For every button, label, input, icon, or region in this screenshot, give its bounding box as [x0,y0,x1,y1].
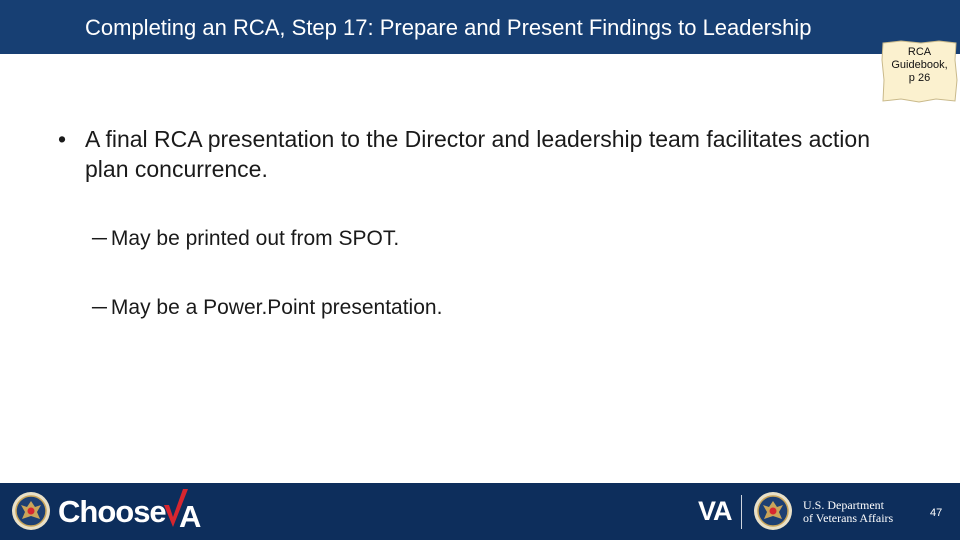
department-name [803,499,893,525]
choose-va-logo-text: Choose [58,494,166,529]
department-line-2: of Veterans Affairs [803,511,894,525]
note-line-2: Guidebook, [891,59,948,71]
main-bullet-text: A final RCA presentation to the Director and leadership team facilitates action plan concurrence. [85,126,870,182]
va-mark: VA [698,496,732,526]
page-number: 47 [930,507,943,519]
footer-divider [741,495,742,529]
va-seal-icon [753,491,793,531]
slide-title: Completing an RCA, Step 17: Prepare and Present Findings to Leadership [85,15,812,40]
sub-bullet-marker: ─ [92,296,107,319]
note-line-1: RCA [907,46,932,58]
footer-bar [0,483,960,540]
sub-bullet-powerpoint [92,295,442,321]
note-line-3: p 26 [908,72,931,84]
sub-bullet-text: May be printed out from SPOT. [110,227,400,250]
main-bullet [58,124,888,184]
department-line-1: U.S. Department [803,498,884,512]
choose-va-logo-a: A [179,499,202,534]
guidebook-reference-note [881,40,958,103]
title-bar [0,0,960,54]
va-seal-icon [11,491,51,531]
sub-bullet-spot [92,226,399,252]
choose-va-check-icon [162,487,202,534]
bullet-marker: • [58,126,67,152]
sub-bullet-text: May be a Power.Point presentation. [110,296,443,319]
sub-bullet-marker: ─ [92,227,107,250]
